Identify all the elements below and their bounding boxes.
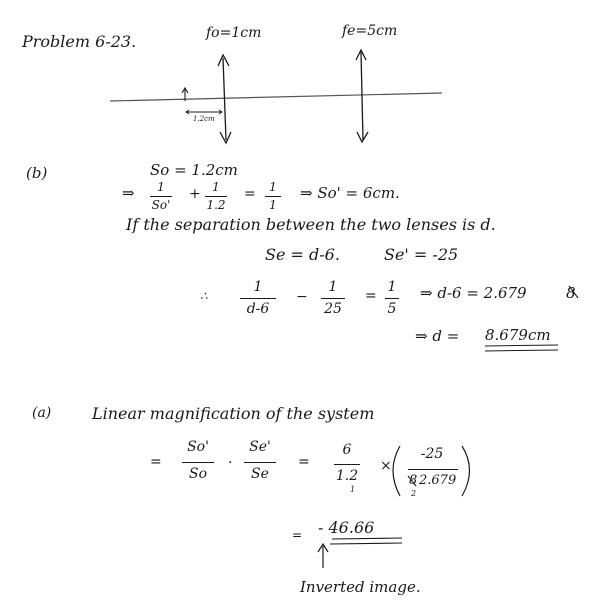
times-sign: × — [380, 458, 392, 474]
objective-focal-label: fo=1cm — [206, 25, 262, 41]
mag-frac1-numerator: So' — [187, 439, 209, 455]
objective-lens-line — [223, 58, 226, 140]
struck-digit: 8 — [566, 284, 576, 302]
d-result-prefix: ⇒ d = — [415, 327, 460, 345]
left-parenthesis — [393, 446, 400, 496]
d-result-underline-2 — [485, 350, 558, 351]
lens-frac3-denominator: 5 — [387, 301, 397, 317]
frac2-numerator: 1 — [212, 180, 220, 194]
right-parenthesis — [462, 446, 470, 496]
frac3-bar — [265, 196, 281, 197]
multiplication-dot: · — [228, 455, 233, 471]
problem-title: Problem 6-23. — [22, 32, 137, 51]
frac2-bar — [205, 196, 227, 197]
mag-equals-1: = — [150, 454, 162, 470]
mag-frac2-bar — [244, 462, 276, 463]
frac1-denominator: So' — [151, 198, 171, 212]
lens-frac3-numerator: 1 — [387, 279, 397, 295]
lens-frac1-numerator: 1 — [253, 279, 263, 295]
value-frac1-numerator: 6 — [342, 442, 352, 458]
result-underline-1 — [332, 538, 402, 539]
separation-sentence: If the separation between the two lenses is d. — [126, 215, 496, 234]
small-note-2: 2 — [411, 489, 417, 498]
minus-sign: − — [296, 289, 308, 305]
implies-sign: ⇒ — [122, 184, 135, 202]
equals-sign: = — [244, 186, 256, 202]
value-frac1-denominator: 1.2 — [335, 468, 359, 484]
value-frac2-denominator: 2.679 — [419, 473, 457, 488]
mag-equals-2: = — [298, 454, 310, 470]
lens-frac3-bar — [385, 298, 399, 299]
result-equals: = — [292, 528, 303, 542]
optical-axis — [110, 93, 442, 101]
d-result-value: 8.679cm — [485, 326, 551, 344]
lens-frac1-bar — [240, 298, 276, 299]
lens-frac1-denominator: d-6 — [246, 301, 270, 317]
part-a-label: (a) — [32, 405, 52, 421]
so-prime-result: ⇒ So' = 6cm. — [300, 184, 400, 202]
magnification-result: - 46.66 — [318, 518, 375, 537]
se-prime-expression: Se' = -25 — [384, 245, 459, 264]
struck-denominator-digit: 8 — [409, 473, 418, 488]
result-underline-2 — [330, 543, 402, 544]
frac1-numerator: 1 — [157, 180, 165, 194]
so-equation: So = 1.2cm — [150, 161, 238, 179]
lens-equals-sign: = — [365, 288, 377, 304]
eyepiece-focal-label: fe=5cm — [342, 23, 398, 39]
mag-frac1-bar — [182, 462, 214, 463]
object-distance-label: 1.2cm — [193, 115, 215, 123]
mag-frac1-denominator: So — [188, 466, 208, 482]
frac3-denominator: 1 — [269, 198, 277, 212]
value-frac2-bar — [408, 469, 458, 470]
value-frac1-bar — [334, 464, 360, 465]
d-result-underline-1 — [485, 345, 558, 346]
part-b-label: (b) — [26, 164, 48, 182]
lens-frac2-bar — [321, 298, 345, 299]
value-frac2-numerator: -25 — [420, 446, 444, 462]
eyepiece-lens-line — [361, 52, 363, 140]
lens-frac2-numerator: 1 — [328, 279, 338, 295]
magnification-heading: Linear magnification of the system — [92, 404, 375, 423]
therefore-sign: ∴ — [200, 289, 208, 303]
mag-frac2-numerator: Se' — [249, 439, 271, 455]
frac1-bar — [150, 196, 172, 197]
lens-frac2-denominator: 25 — [324, 301, 342, 317]
inverted-image-note: Inverted image. — [300, 578, 421, 596]
plus-sign: + — [189, 186, 201, 202]
small-note-1: 1 — [350, 485, 356, 494]
d-minus-6-result: ⇒ d-6 = 2.679 — [420, 284, 527, 302]
frac3-numerator: 1 — [269, 180, 277, 194]
se-expression: Se = d-6. — [265, 245, 340, 264]
mag-frac2-denominator: Se — [251, 466, 269, 482]
frac2-denominator: 1.2 — [206, 198, 226, 212]
